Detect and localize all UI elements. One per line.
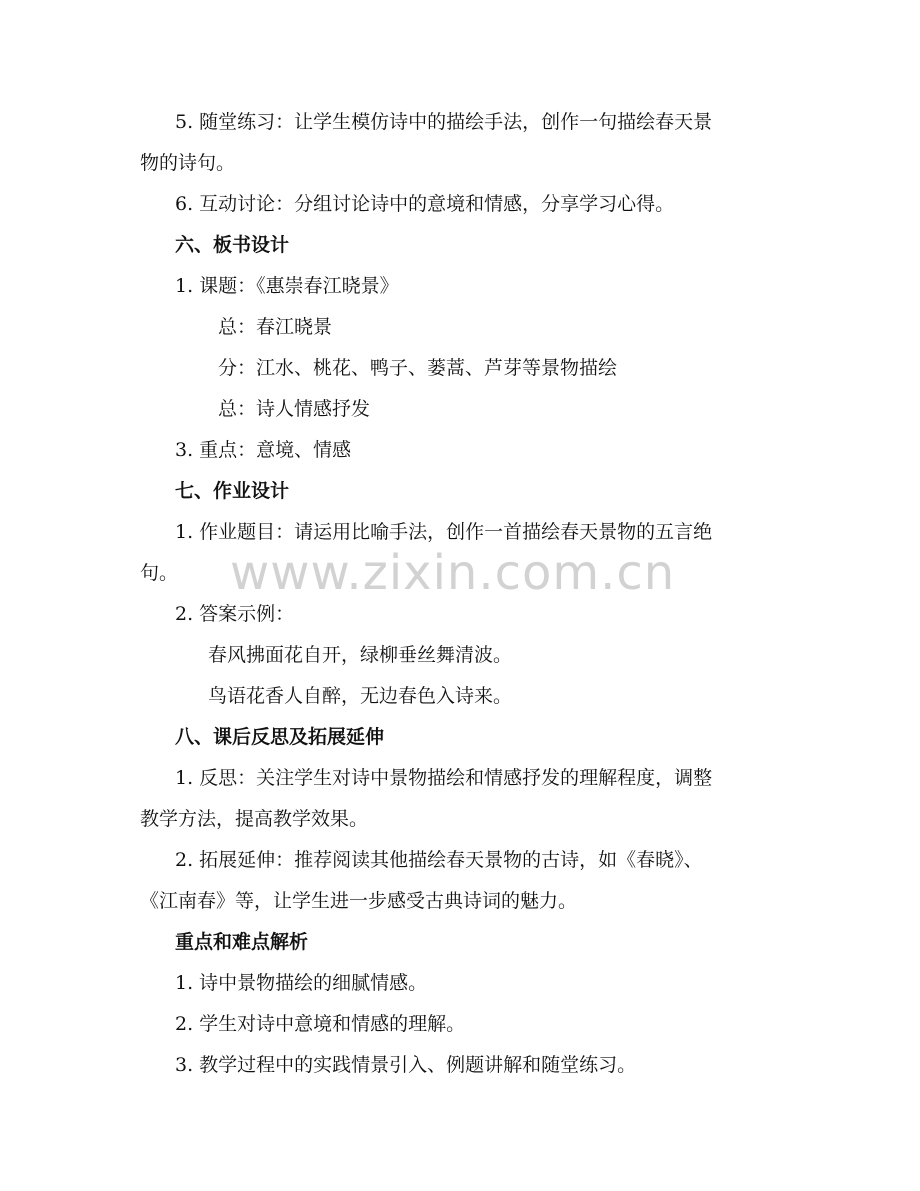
discussion-item-6: 6. 互动讨论：分组讨论诗中的意境和情感，分享学习心得。: [175, 193, 675, 215]
board-topic: 1. 课题：《惠崇春江晓景》: [175, 275, 399, 297]
homework-item-2: 2. 答案示例：: [175, 603, 295, 625]
watermark: www.zixin.com.cn: [230, 545, 676, 601]
answer-line-2: 鸟语花香人自醉，无边春色入诗来。: [208, 685, 513, 707]
section-heading-homework: 七、作业设计: [175, 480, 290, 502]
homework-item-1: 1. 作业题目：请运用比喻手法，创作一首描绘春天景物的五言绝: [175, 521, 713, 543]
key-point-3: 3. 教学过程中的实践情景引入、例题讲解和随堂练习。: [175, 1054, 637, 1076]
key-point-2: 2. 学生对诗中意境和情感的理解。: [175, 1013, 466, 1035]
key-point-1: 1. 诗中景物描绘的细腻情感。: [175, 972, 428, 994]
extension-item-2: 2. 拓展延伸：推荐阅读其他描绘春天景物的古诗，如《春晓》、: [175, 849, 703, 871]
section-heading-key-points: 重点和难点解析: [175, 931, 309, 953]
board-keypoint: 3. 重点：意境、情感: [175, 439, 352, 461]
extension-item-2-cont: 《江南春》等，让学生进一步感受古典诗词的魅力。: [140, 890, 578, 912]
board-summary: 总：诗人情感抒发: [218, 398, 371, 420]
board-parts: 分：江水、桃花、鸭子、蒌蒿、芦芽等景物描绘: [218, 357, 618, 379]
practice-item-5: 5. 随堂练习：让学生模仿诗中的描绘手法，创作一句描绘春天景: [175, 111, 713, 133]
section-heading-board: 六、板书设计: [175, 234, 290, 256]
section-heading-reflection: 八、课后反思及拓展延伸: [175, 726, 385, 748]
practice-item-5-cont: 物的诗句。: [140, 152, 236, 174]
answer-line-1: 春风拂面花自开，绿柳垂丝舞清波。: [208, 644, 513, 666]
reflection-item-1-cont: 教学方法，提高教学效果。: [140, 808, 369, 830]
board-total: 总：春江晓景: [218, 316, 333, 338]
homework-item-1-cont: 句。: [140, 562, 179, 584]
reflection-item-1: 1. 反思：关注学生对诗中景物描绘和情感抒发的理解程度，调整: [175, 767, 713, 789]
